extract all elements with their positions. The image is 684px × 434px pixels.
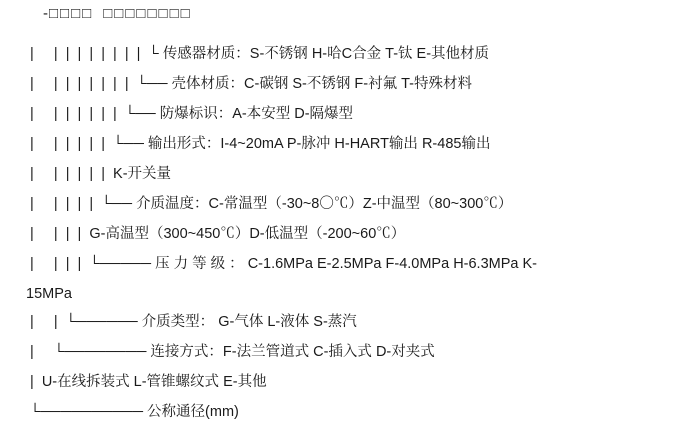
row-text: 介质类型： G-气体 L-液体 S-蒸汽	[141, 314, 357, 330]
legend-row-output-type	[0, 136, 684, 166]
row-connector: | | | | | | | | └──	[30, 76, 168, 92]
row-text: 防爆标识：A-本安型 D-隔爆型	[159, 106, 354, 122]
legend-row-connection-type	[0, 344, 684, 374]
legend-rows	[0, 46, 684, 434]
legend-row-medium-temperature	[0, 196, 684, 226]
product-code-header	[43, 5, 192, 22]
legend-row-medium-temperature-cont	[0, 226, 684, 256]
code-prefix: -	[43, 5, 49, 22]
legend-row-explosion-proof	[0, 106, 684, 136]
row-connector: | | └──────	[30, 314, 138, 330]
row-connector: | U-在线拆装式 L-管锥螺纹式 E-其他	[30, 374, 267, 390]
row-connector: | | | | | | | | | └	[30, 46, 159, 62]
row-text: 输出形式：I-4~20mA P-脉冲 H-HART输出 R-485输出	[147, 136, 491, 152]
legend-row-shell-material	[0, 76, 684, 106]
legend-row-connection-type-cont	[0, 374, 684, 404]
legend-row-sensor-material	[0, 46, 684, 76]
row-connector: | | | | | └──	[30, 196, 133, 212]
row-connector: | | | | | | K-开关量	[30, 166, 172, 182]
row-text: 压 力 等 级 ： C-1.6MPa E-2.5MPa F-4.0MPa H-6.3MPa K-	[155, 256, 537, 272]
row-connector: | | | | G-高温型（300~450℃）D-低温型（-200~60℃）	[30, 226, 406, 242]
legend-row-nominal-diameter	[0, 404, 684, 434]
legend-row-pressure-rating	[0, 256, 684, 286]
row-text: 传感器材质：S-不锈钢 H-哈C合金 T-钛 E-其他材质	[162, 46, 490, 62]
row-connector: | └────────	[30, 344, 147, 360]
row-text: 公称通径(mm)	[147, 404, 239, 420]
row-text: 壳体材质：C-碳钢 S-不锈钢 F-衬氟 T-特殊材料	[171, 76, 472, 92]
row-text: 介质温度：C-常温型（-30~8〇℃）Z-中温型（80~300℃）	[136, 196, 513, 212]
row-text: 连接方式：F-法兰管道式 C-插入式 D-对夹式	[150, 344, 435, 360]
row-connector: | | | | | | | └──	[30, 106, 156, 122]
legend-row-pressure-rating-cont	[0, 286, 684, 314]
code-right-boxes: □□□□□□□□	[103, 5, 192, 22]
legend-row-medium-type	[0, 314, 684, 344]
row-text: 15MPa	[26, 286, 72, 302]
row-connector: | | | | └─────	[30, 256, 152, 272]
legend-row-output-type-cont	[0, 166, 684, 196]
row-connector: └──────────	[30, 404, 144, 420]
code-left-boxes: □□□□	[49, 5, 94, 22]
row-connector: | | | | | | └──	[30, 136, 144, 152]
